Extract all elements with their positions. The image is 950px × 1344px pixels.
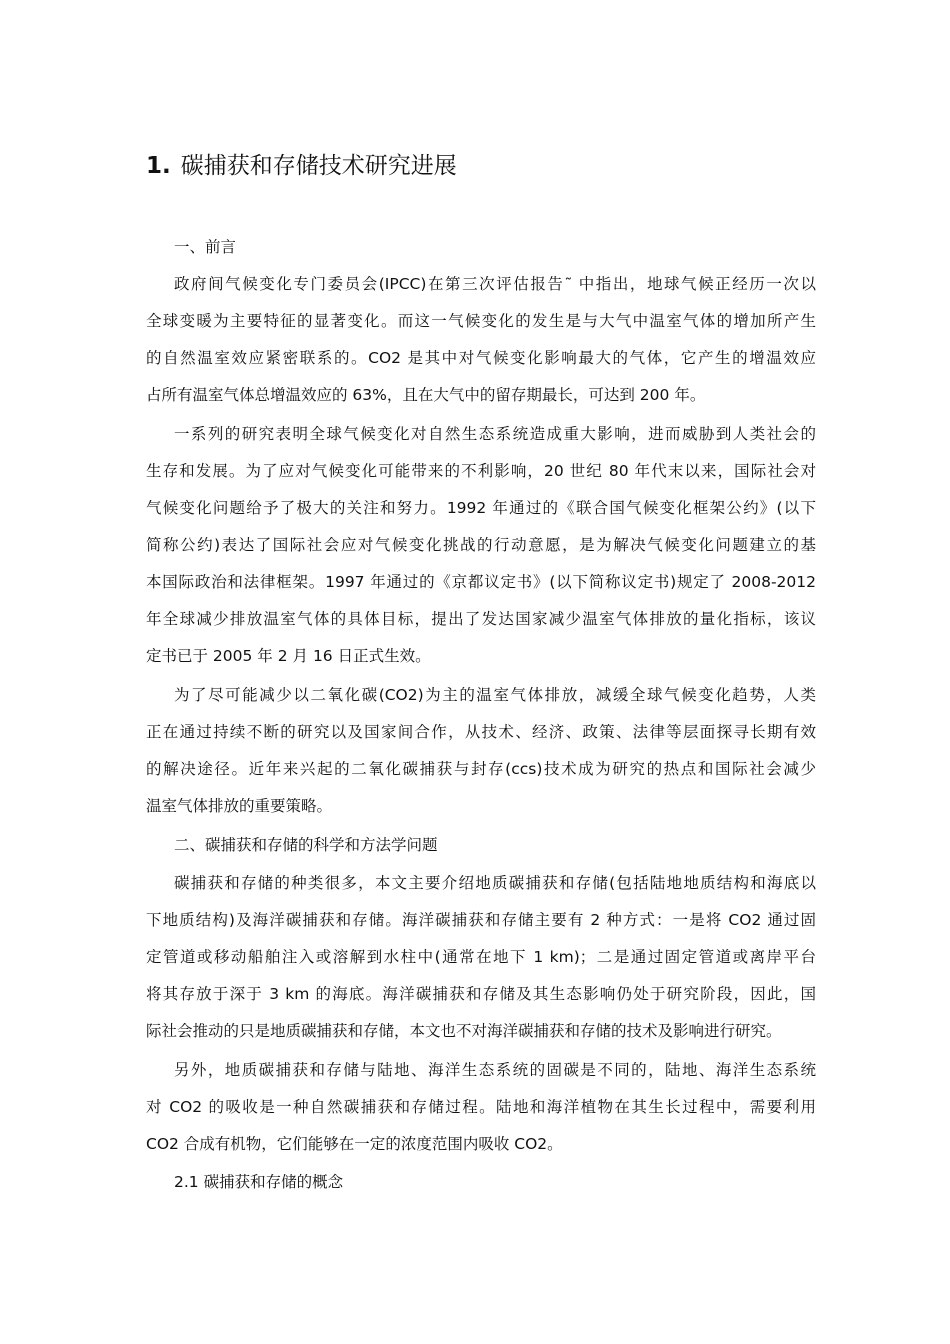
- paragraph-line: 简称公约)表达了国际社会应对气候变化挑战的行动意愿，是为解决气候变化问题建立的基: [146, 536, 816, 554]
- paragraph-line: 占所有温室气体总增温效应的 63%，且在大气中的留存期最长，可达到 200 年。: [146, 386, 706, 404]
- title-text: 碳捕获和存储技术研究进展: [180, 153, 457, 179]
- paragraph-line: 对 CO2 的吸收是一种自然碳捕获和存储过程。陆地和海洋植物在其生长过程中，需要利用: [146, 1098, 816, 1116]
- paragraph-line: 的解决途径。近年来兴起的二氧化碳捕获与封存(ccs)技术成为研究的热点和国际社会减少: [146, 760, 816, 778]
- paragraph-line: 生存和发展。为了应对气候变化可能带来的不利影响，20 世纪 80 年代末以来，国际社会对: [146, 462, 816, 480]
- paragraph-line: 气候变化问题给予了极大的关注和努力。1992 年通过的《联合国气候变化框架公约》(以下: [146, 499, 816, 517]
- section-heading-science: 二、碳捕获和存储的科学和方法学问题: [174, 836, 438, 854]
- paragraph-line: 本国际政治和法律框架。1997 年通过的《京都议定书》(以下简称议定书)规定了 2008-2012: [146, 573, 816, 591]
- document-title: [146, 150, 846, 182]
- paragraph-line: 际社会推动的只是地质碳捕获和存储，本文也不对海洋碳捕获和存储的技术及影响进行研究。: [146, 1022, 782, 1040]
- paragraph-line: 的自然温室效应紧密联系的。CO2 是其中对气候变化影响最大的气体，它产生的增温效应: [146, 349, 816, 367]
- paragraph-line: 另外，地质碳捕获和存储与陆地、海洋生态系统的固碳是不同的，陆地、海洋生态系统: [174, 1061, 816, 1079]
- paragraph-line: 一系列的研究表明全球气候变化对自然生态系统造成重大影响，进而威胁到人类社会的: [174, 425, 816, 443]
- paragraph-line: 正在通过持续不断的研究以及国家间合作，从技术、经济、政策、法律等层面探寻长期有效: [146, 723, 816, 741]
- paragraph-line: 碳捕获和存储的种类很多，本文主要介绍地质碳捕获和存储(包括陆地地质结构和海底以: [174, 874, 816, 892]
- paragraph-line: 温室气体排放的重要策略。: [146, 797, 333, 815]
- title-number: 1.: [146, 153, 171, 179]
- paragraph-line: 全球变暖为主要特征的显著变化。而这一气候变化的发生是与大气中温室气体的增加所产生: [146, 312, 816, 330]
- paragraph-line: CO2 合成有机物，它们能够在一定的浓度范围内吸收 CO2。: [146, 1135, 563, 1153]
- paragraph-line: 定管道或移动船舶注入或溶解到水柱中(通常在地下 1 km)；二是通过固定管道或离岸平台: [146, 948, 816, 966]
- section-heading-preface: 一、前言: [174, 238, 237, 256]
- paragraph-line: 为了尽可能减少以二氧化碳(CO2)为主的温室气体排放，减缓全球气候变化趋势，人类: [174, 686, 816, 704]
- paragraph-line: 年全球减少排放温室气体的具体目标，提出了发达国家减少温室气体排放的量化指标，该议: [146, 610, 816, 628]
- paragraph-line: 将其存放于深于 3 km 的海底。海洋碳捕获和存储及其生态影响仍处于研究阶段，因此，国: [146, 985, 816, 1003]
- subsection-heading-concept: 2.1 碳捕获和存储的概念: [174, 1173, 344, 1191]
- paragraph-line: 定书已于 2005 年 2 月 16 日正式生效。: [146, 647, 431, 665]
- paragraph-line: 政府间气候变化专门委员会(IPCC)在第三次评估报告˜ 中指出，地球气候正经历一次以: [174, 275, 816, 293]
- paragraph-line: 下地质结构)及海洋碳捕获和存储。海洋碳捕获和存储主要有 2 种方式：一是将 CO2 通过固: [146, 911, 816, 929]
